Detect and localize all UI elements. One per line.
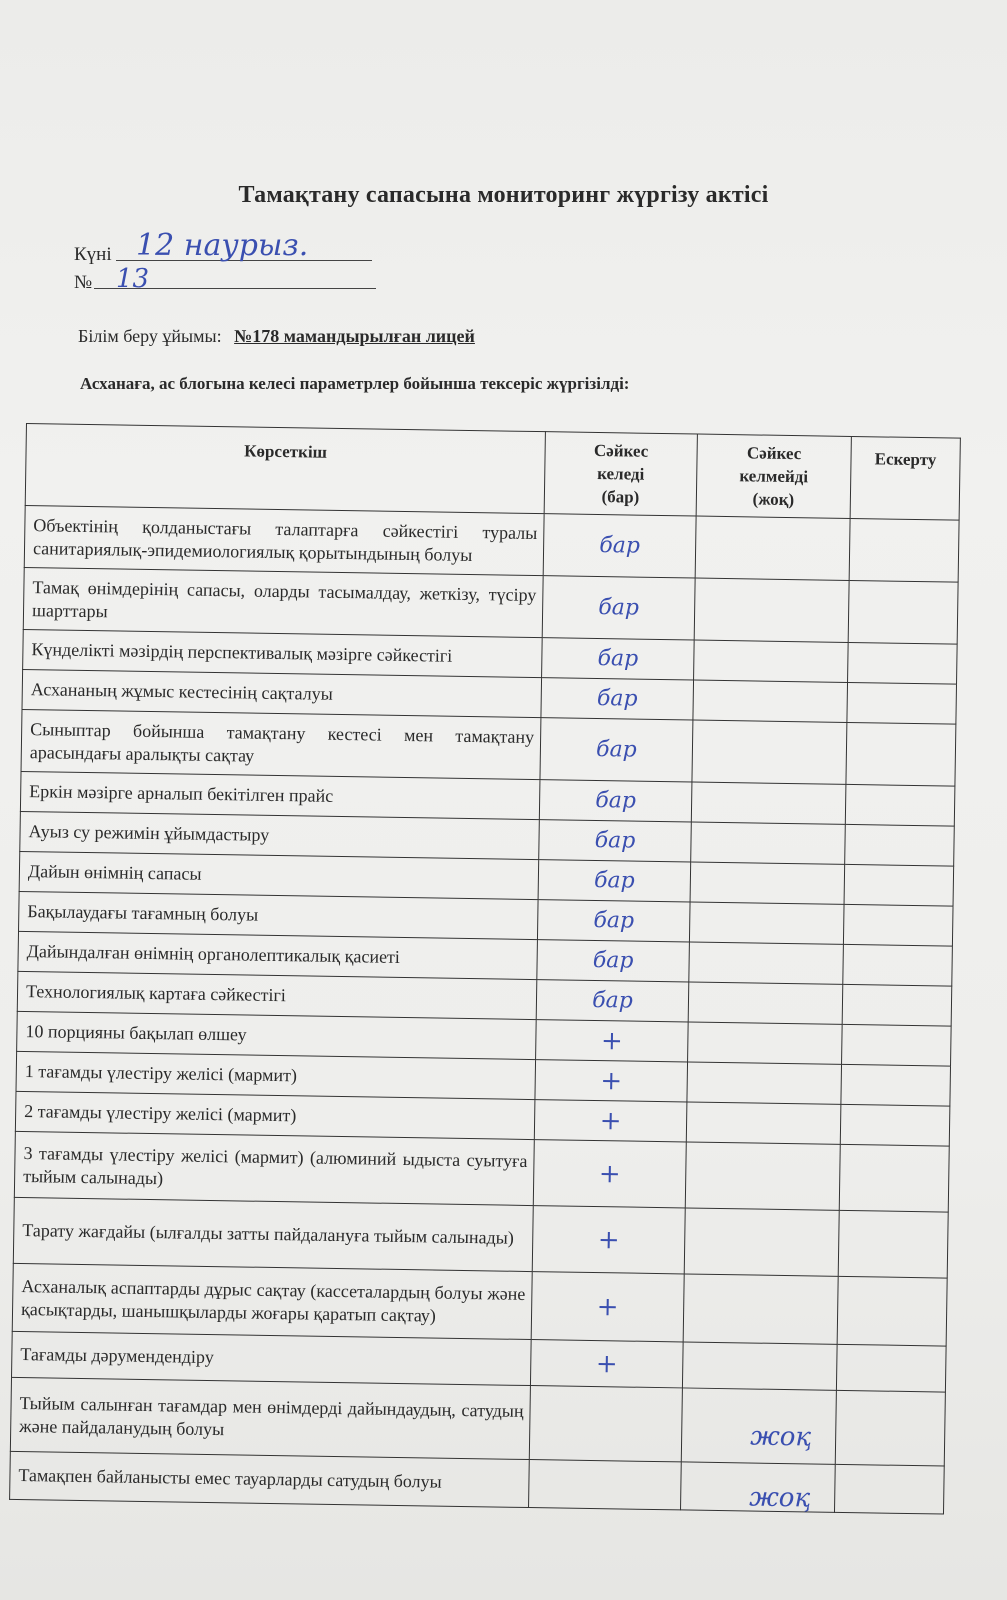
not-complies-handwritten-mark: жоқ xyxy=(749,1421,812,1452)
note-cell xyxy=(843,944,953,986)
note-cell xyxy=(839,1144,949,1212)
header-note: Ескерту xyxy=(850,436,960,520)
complies-handwritten-mark: бар xyxy=(598,595,640,621)
not-complies-cell xyxy=(688,982,843,1024)
indicator-cell: Ауыз су режимін ұйымдастыру xyxy=(20,811,540,859)
complies-cell xyxy=(534,1100,687,1142)
table-header-row xyxy=(25,424,960,521)
not-complies-cell xyxy=(682,1342,837,1390)
note-cell xyxy=(840,1104,950,1146)
complies-handwritten-mark: бар xyxy=(593,907,635,934)
document-title: Тамақтану сапасына мониторинг жүргізу актісі xyxy=(238,182,769,208)
complies-cell xyxy=(529,1460,682,1510)
indicator-cell: Объектінің қолданыстағы талаптарға сәйкестігі туралы санитариялық-эпидемиологиялық қорытындының болуы xyxy=(24,505,544,575)
indicator-cell: 3 тағамды үлестіру желісі (мармит) (алюминий ыдыста суытуға тыйым салынады) xyxy=(14,1131,534,1205)
indicator-cell: Бақылаудағы тағамның болуы xyxy=(19,891,539,939)
indicator-cell: Тарату жағдайы (ылғалды затты пайдалануға тыйым салынады) xyxy=(13,1197,533,1271)
note-cell xyxy=(842,984,952,1026)
note-cell xyxy=(841,1064,951,1106)
indicator-cell: Дайындалған өнімнің органолептикалық қасиеті xyxy=(18,931,538,979)
complies-handwritten-mark: + xyxy=(600,1025,623,1056)
not-complies-cell xyxy=(681,1462,836,1512)
complies-cell xyxy=(542,638,695,680)
not-complies-cell xyxy=(691,782,846,824)
note-cell xyxy=(835,1390,945,1466)
note-cell xyxy=(842,1024,952,1066)
indicator-cell: 10 порцияны бақылап өлшеу xyxy=(17,1011,537,1059)
complies-cell xyxy=(529,1386,682,1462)
number-handwritten: 13 xyxy=(116,264,150,294)
complies-handwritten-mark: бар xyxy=(591,987,634,1014)
complies-cell xyxy=(537,940,690,982)
complies-cell xyxy=(532,1206,685,1274)
not-complies-cell xyxy=(692,720,847,784)
note-cell xyxy=(847,682,957,724)
note-cell xyxy=(845,784,955,826)
complies-cell xyxy=(530,1340,683,1388)
indicator-cell: Асхананың жұмыс кестесінің сақталуы xyxy=(22,669,542,717)
org-label: Білім беру ұйымы: xyxy=(78,326,222,346)
complies-cell xyxy=(543,514,696,578)
complies-handwritten-mark: + xyxy=(598,1158,621,1189)
indicator-cell: 1 тағамды үлестіру желісі (мармит) xyxy=(16,1051,536,1099)
complies-cell xyxy=(539,780,692,822)
complies-cell xyxy=(539,820,692,862)
not-complies-cell xyxy=(690,862,845,904)
org-value: №178 мамандырылған лицей xyxy=(234,326,475,346)
complies-cell xyxy=(531,1272,684,1342)
not-complies-cell xyxy=(689,942,844,984)
complies-handwritten-mark: + xyxy=(596,1291,619,1322)
not-complies-cell xyxy=(681,1388,836,1464)
date-label: Күні xyxy=(74,244,112,265)
header-complies: Сәйкес келеді (бар) xyxy=(544,432,697,516)
complies-handwritten-mark: + xyxy=(597,1224,620,1255)
complies-handwritten-mark: бар xyxy=(597,646,639,672)
complies-cell xyxy=(538,860,691,902)
complies-cell xyxy=(542,576,695,640)
not-complies-cell xyxy=(691,822,846,864)
indicator-cell: Дайын өнімнің сапасы xyxy=(19,851,539,899)
indicator-cell: Тамақпен байланысты емес тауарларды сатудың болуы xyxy=(10,1451,530,1507)
note-cell xyxy=(843,904,953,946)
complies-handwritten-mark: бар xyxy=(594,827,636,854)
organization-line xyxy=(78,326,475,347)
indicator-cell: Күнделікті мәзірдің перспективалық мәзірге сәйкестігі xyxy=(23,629,543,677)
complies-handwritten-mark: бар xyxy=(593,867,635,894)
complies-handwritten-mark: бар xyxy=(599,533,641,559)
not-complies-cell xyxy=(683,1274,838,1344)
number-field xyxy=(74,264,378,296)
complies-cell xyxy=(540,718,693,782)
note-cell xyxy=(834,1464,944,1514)
complies-cell xyxy=(536,1020,689,1062)
complies-handwritten-mark: бар xyxy=(596,686,638,712)
note-cell xyxy=(844,864,954,906)
complies-handwritten-mark: + xyxy=(599,1105,622,1136)
complies-cell xyxy=(537,900,690,942)
indicator-cell: Асханалық аспаптарды дұрыс сақтау (кассеталардың болуы және қасықтарды, шанышқыларды жоғары қаратып сақтау) xyxy=(12,1263,532,1339)
complies-handwritten-mark: бар xyxy=(595,787,637,814)
complies-cell xyxy=(536,980,689,1022)
indicator-cell: Тыйым салынған тағамдар мен өнімдерді дайындаудың, сатудың және пайдаланудың болуы xyxy=(10,1377,530,1459)
number-label: № xyxy=(74,272,93,293)
not-complies-cell xyxy=(694,640,849,682)
date-handwritten: 12 наурыз. xyxy=(136,228,309,263)
note-cell xyxy=(837,1276,947,1346)
header-indicator: Көрсеткіш xyxy=(25,424,545,514)
monitoring-table xyxy=(9,423,961,1515)
indicator-cell: 2 тағамды үлестіру желісі (мармит) xyxy=(15,1091,535,1139)
not-complies-cell xyxy=(686,1102,841,1144)
complies-handwritten-mark: бар xyxy=(595,736,637,763)
not-complies-cell xyxy=(687,1062,842,1104)
complies-handwritten-mark: + xyxy=(600,1065,623,1096)
indicator-cell: Сыныптар бойынша тамақтану кестесі мен тамақтану арасындағы аралықты сақтау xyxy=(21,709,541,779)
not-complies-handwritten-mark: жоқ xyxy=(749,1481,811,1513)
complies-cell xyxy=(535,1060,688,1102)
complies-handwritten-mark: бар xyxy=(592,947,634,974)
note-cell xyxy=(836,1344,946,1392)
not-complies-cell xyxy=(685,1142,840,1210)
not-complies-cell xyxy=(688,1022,843,1064)
intro-text: Асханаға, ас блогына келесі параметрлер бойынша тексеріс жүргізілді: xyxy=(80,374,630,393)
complies-cell xyxy=(541,678,694,720)
complies-handwritten-mark: + xyxy=(595,1348,618,1379)
indicator-cell: Тағамды дәрумендендіру xyxy=(12,1331,532,1385)
complies-cell xyxy=(533,1140,686,1208)
indicator-cell: Еркін мәзірге арналып бекітілген прайс xyxy=(20,771,540,819)
not-complies-cell xyxy=(695,516,850,580)
note-cell xyxy=(848,642,958,684)
note-cell xyxy=(838,1210,948,1278)
not-complies-cell xyxy=(694,578,849,642)
note-cell xyxy=(848,580,958,644)
note-cell xyxy=(846,722,956,786)
note-cell xyxy=(849,518,959,582)
indicator-cell: Технологиялық картаға сәйкестігі xyxy=(17,971,537,1019)
note-cell xyxy=(845,824,955,866)
header-not-complies: Сәйкес келмейді (жоқ) xyxy=(696,434,851,518)
not-complies-cell xyxy=(693,680,848,722)
indicator-cell: Тамақ өнімдерінің сапасы, оларды тасымалдау, жеткізу, түсіру шарттары xyxy=(23,567,543,637)
not-complies-cell xyxy=(689,902,844,944)
not-complies-cell xyxy=(684,1208,839,1276)
